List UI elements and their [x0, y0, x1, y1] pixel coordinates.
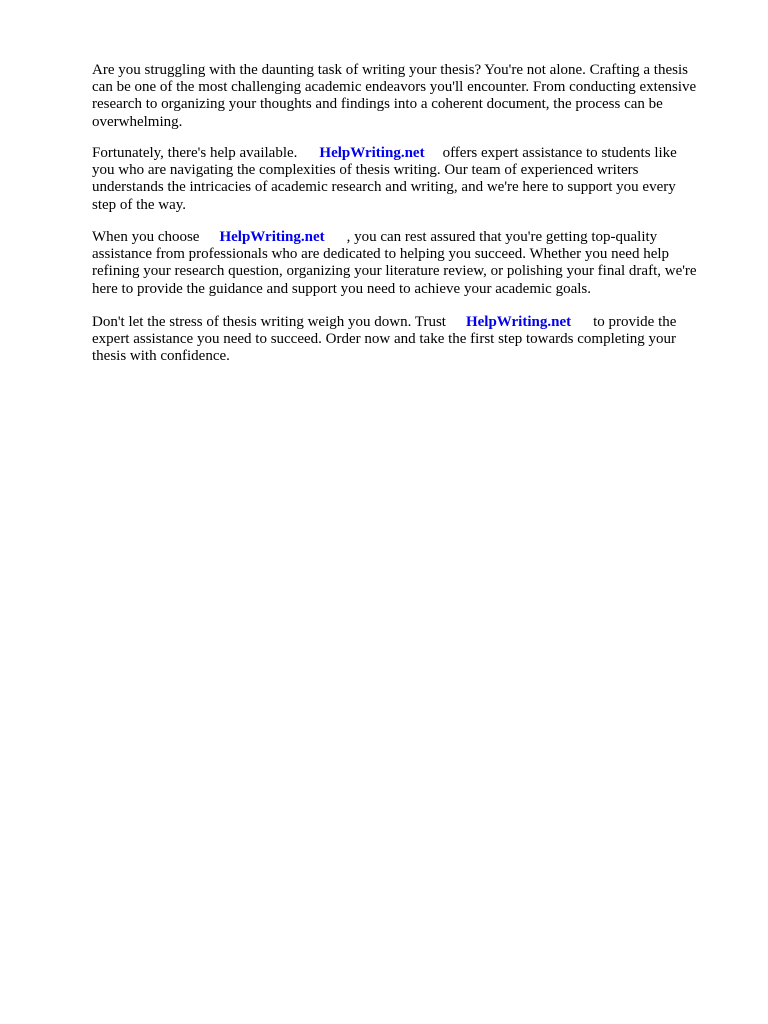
helpwriting-link[interactable]: HelpWriting.net [219, 229, 325, 245]
text-line [92, 314, 732, 331]
text-line: here to provide the guidance and support you need to achieve your academic goals. [92, 280, 591, 297]
text-line: overwhelming. [92, 113, 183, 130]
paragraph-intro [92, 62, 732, 131]
text-line [92, 229, 732, 246]
paragraph-call-to-action [92, 314, 732, 366]
text-after-link: to provide the [593, 314, 677, 330]
helpwriting-link[interactable]: HelpWriting.net [319, 145, 425, 161]
helpwriting-link[interactable]: HelpWriting.net [465, 314, 572, 330]
text-line: step of the way. [92, 196, 186, 213]
text-line: research to organizing your thoughts and findings into a coherent document, the process can be [92, 96, 663, 113]
text-after-link: , you can rest assured that you're getting top-quality [346, 229, 658, 245]
text-line: assistance from professionals who are dedicated to helping you succeed. Whether you need help [92, 246, 670, 263]
text-line: understands the intricacies of academic research and writing, and we're here to support you every [92, 179, 676, 196]
text-line: expert assistance you need to succeed. Order now and take the first step towards completing your [92, 331, 676, 348]
text-line: you who are navigating the complexities of thesis writing. Our team of experienced writers [92, 162, 639, 179]
text-line [92, 145, 732, 162]
text-line: thesis with confidence. [92, 348, 230, 365]
text-before-link: Don't let the stress of thesis writing weigh you down. Trust [92, 314, 446, 330]
text-before-link: Fortunately, there's help available. [92, 145, 298, 161]
text-line: refining your research question, organizing your literature review, or polishing your final draft, we're [92, 263, 697, 280]
text-after-link: offers expert assistance to students like [442, 145, 677, 161]
text-line: can be one of the most challenging academic endeavors you'll encounter. From conducting extensive [92, 79, 697, 96]
text-before-link: When you choose [92, 229, 200, 245]
paragraph-help-available [92, 145, 732, 214]
text-line: Are you struggling with the daunting task of writing your thesis? You're not alone. Crafting a thesis [92, 62, 688, 78]
paragraph-when-you-choose [92, 229, 732, 298]
